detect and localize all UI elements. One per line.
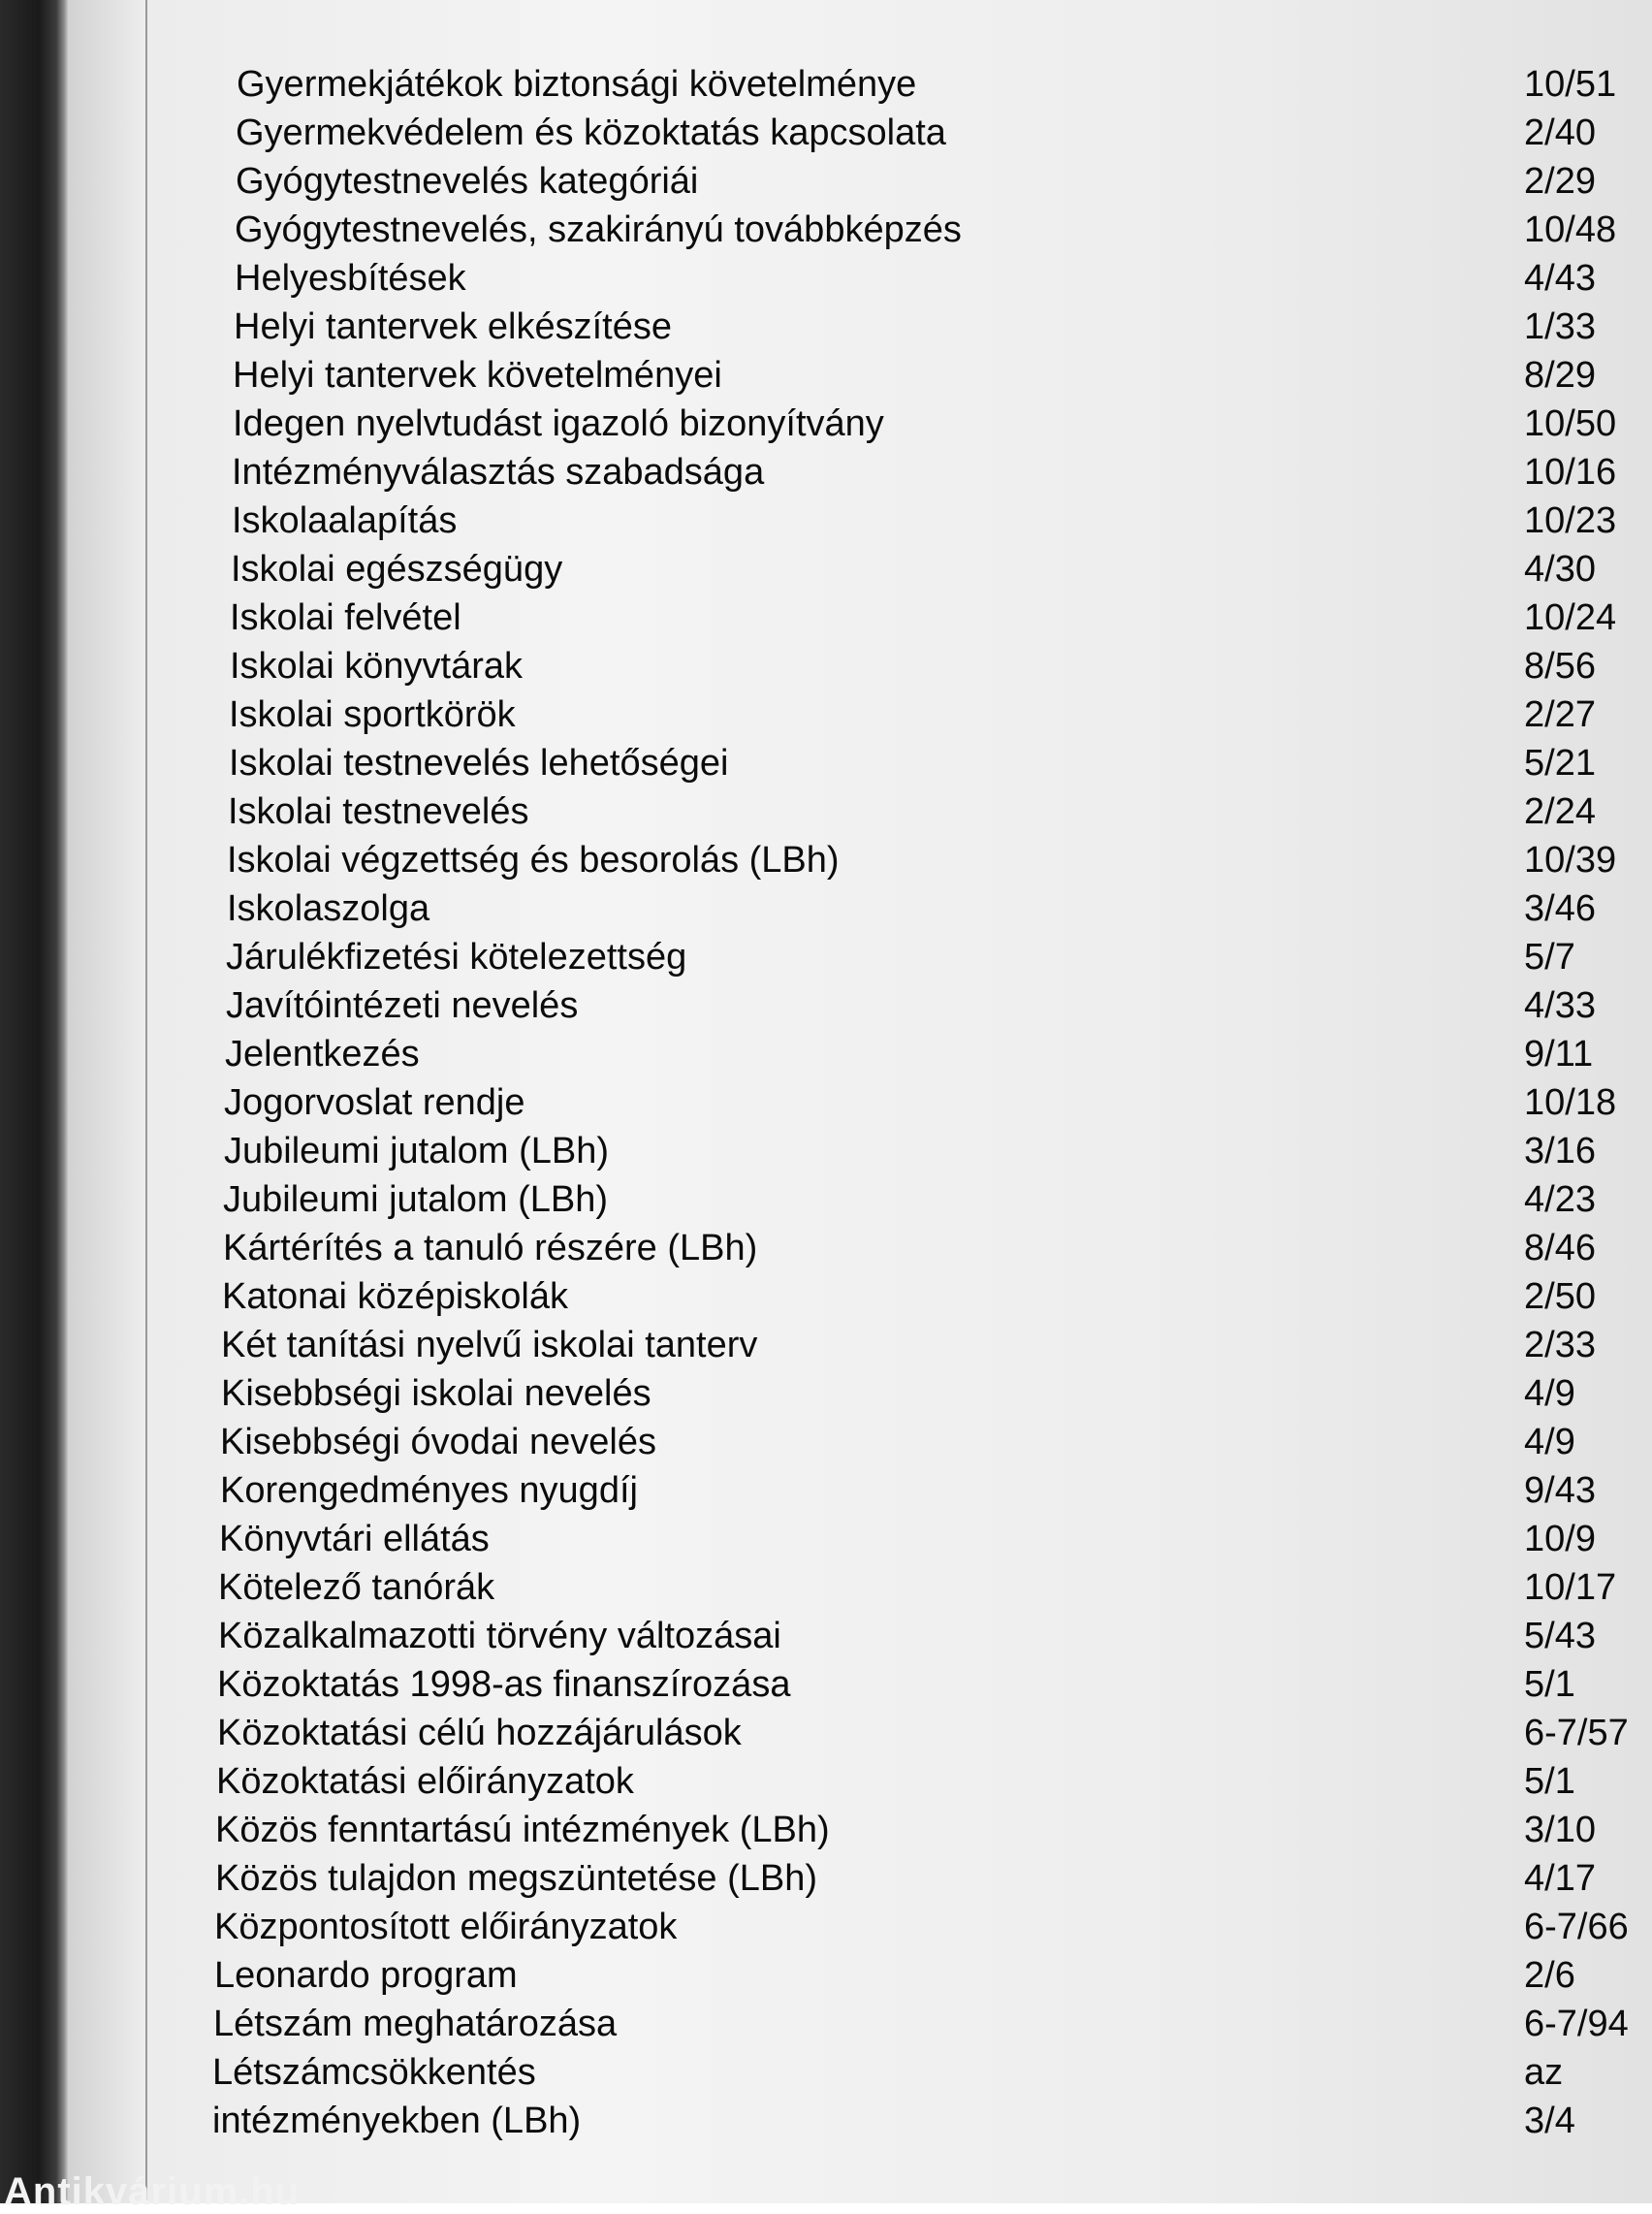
index-term: Leonardo program bbox=[214, 1955, 518, 1996]
index-page-ref: 5/43 bbox=[1524, 1616, 1596, 1656]
index-page-ref: 2/27 bbox=[1524, 694, 1596, 735]
index-page-ref: 10/17 bbox=[1524, 1567, 1617, 1608]
index-entry bbox=[0, 1030, 1652, 1078]
index-term: intézményekben (LBh) bbox=[212, 2101, 582, 2141]
index-page-ref: 6-7/57 bbox=[1524, 1713, 1629, 1753]
index-term: Közalkalmazotti törvény változásai bbox=[218, 1616, 781, 1656]
index-entry bbox=[0, 206, 1652, 254]
index-page-ref: 9/43 bbox=[1524, 1470, 1596, 1511]
index-page-ref: 2/33 bbox=[1524, 1325, 1596, 1365]
index-entry bbox=[0, 884, 1652, 933]
index-term: Idegen nyelvtudást igazoló bizonyítvány bbox=[233, 403, 884, 444]
index-entry bbox=[0, 594, 1652, 642]
index-term: Katonai középiskolák bbox=[222, 1276, 568, 1317]
index-entry bbox=[0, 60, 1652, 109]
index-term: Iskolaalapítás bbox=[232, 500, 458, 541]
index-page-ref: 4/9 bbox=[1524, 1422, 1575, 1462]
index-page-ref: 6-7/94 bbox=[1524, 2004, 1629, 2044]
index-entry bbox=[0, 1563, 1652, 1612]
index-page-ref: 10/24 bbox=[1524, 597, 1617, 638]
index-entry bbox=[0, 545, 1652, 594]
index-term: Közoktatás 1998-as finanszírozása bbox=[217, 1664, 791, 1705]
index-page-ref: 3/46 bbox=[1524, 888, 1596, 929]
index-term: Kötelező tanórák bbox=[218, 1567, 495, 1608]
index-page-ref: 4/43 bbox=[1524, 258, 1596, 299]
index-entry bbox=[0, 1175, 1652, 1224]
index-entry bbox=[0, 1127, 1652, 1175]
index-page-ref: 5/1 bbox=[1524, 1664, 1575, 1705]
index-entry bbox=[0, 1806, 1652, 1854]
index-entry bbox=[0, 1951, 1652, 2000]
index-entry bbox=[0, 642, 1652, 690]
index-entry bbox=[0, 1660, 1652, 1709]
index-page-ref: 8/56 bbox=[1524, 646, 1596, 687]
index-entry bbox=[0, 2097, 1652, 2145]
index-page-ref: 3/16 bbox=[1524, 1131, 1596, 1171]
index-page-ref: 2/40 bbox=[1524, 112, 1596, 153]
index-page-ref: 5/1 bbox=[1524, 1761, 1575, 1802]
index-term: Létszámcsökkentés bbox=[212, 2052, 536, 2093]
index-entry bbox=[0, 400, 1652, 448]
index-page-ref: 6-7/66 bbox=[1524, 1907, 1629, 1947]
index-term: Létszám meghatározása bbox=[213, 2004, 618, 2044]
index-page-ref: 4/23 bbox=[1524, 1179, 1596, 1220]
index-page-ref: az bbox=[1524, 2052, 1564, 2093]
index-term: Kártérítés a tanuló részére (LBh) bbox=[223, 1228, 758, 1268]
index-entry bbox=[0, 981, 1652, 1030]
index-page-ref: 2/24 bbox=[1524, 791, 1596, 832]
index-term: Helyi tantervek követelményei bbox=[233, 355, 722, 396]
index-entry bbox=[0, 2048, 1652, 2097]
index-entry bbox=[0, 1757, 1652, 1806]
index-term: Jelentkezés bbox=[225, 1034, 420, 1075]
subject-index bbox=[0, 60, 1652, 2145]
index-term: Helyi tantervek elkészítése bbox=[234, 306, 672, 347]
index-entry bbox=[0, 1709, 1652, 1757]
index-page-ref: 4/17 bbox=[1524, 1858, 1596, 1899]
index-term: Gyógytestnevelés kategóriái bbox=[236, 161, 699, 202]
index-term: Közös fenntartású intézmények (LBh) bbox=[215, 1810, 830, 1850]
index-entry bbox=[0, 1854, 1652, 1903]
index-term: Kisebbségi óvodai nevelés bbox=[220, 1422, 656, 1462]
index-page-ref: 5/21 bbox=[1524, 743, 1596, 784]
index-entry bbox=[0, 1224, 1652, 1272]
index-term: Jubileumi jutalom (LBh) bbox=[224, 1131, 610, 1171]
index-term: Intézményválasztás szabadsága bbox=[232, 452, 765, 493]
index-entry bbox=[0, 109, 1652, 157]
index-entry bbox=[0, 836, 1652, 884]
index-page-ref: 3/10 bbox=[1524, 1810, 1596, 1850]
index-term: Könyvtári ellátás bbox=[219, 1519, 490, 1559]
index-page-ref: 8/46 bbox=[1524, 1228, 1596, 1268]
index-entry bbox=[0, 1418, 1652, 1466]
index-term: Iskolai testnevelés lehetőségei bbox=[229, 743, 729, 784]
index-entry bbox=[0, 1515, 1652, 1563]
index-entry bbox=[0, 787, 1652, 836]
index-term: Iskolai sportkörök bbox=[229, 694, 516, 735]
index-term: Központosított előirányzatok bbox=[214, 1907, 678, 1947]
index-term: Iskolai egészségügy bbox=[231, 549, 563, 590]
index-term: Gyermekjátékok biztonsági követelménye bbox=[237, 64, 917, 105]
index-page-ref: 2/50 bbox=[1524, 1276, 1596, 1317]
index-term: Két tanítási nyelvű iskolai tanterv bbox=[221, 1325, 758, 1365]
index-page-ref: 8/29 bbox=[1524, 355, 1596, 396]
index-page-ref: 4/33 bbox=[1524, 985, 1596, 1026]
index-entry bbox=[0, 690, 1652, 739]
index-entry bbox=[0, 1369, 1652, 1418]
index-term: Jogorvoslat rendje bbox=[224, 1082, 525, 1123]
index-page-ref: 5/7 bbox=[1524, 937, 1575, 978]
index-entry bbox=[0, 1321, 1652, 1369]
index-page-ref: 10/23 bbox=[1524, 500, 1617, 541]
index-term: Iskolai testnevelés bbox=[228, 791, 529, 832]
index-term: Iskolai végzettség és besorolás (LBh) bbox=[227, 840, 840, 881]
index-page-ref: 10/16 bbox=[1524, 452, 1617, 493]
index-entry bbox=[0, 739, 1652, 787]
index-page-ref: 10/50 bbox=[1524, 403, 1617, 444]
index-entry bbox=[0, 1272, 1652, 1321]
index-page-ref: 10/48 bbox=[1524, 209, 1617, 250]
index-entry bbox=[0, 303, 1652, 351]
watermark: Antikvárium.hu bbox=[4, 2170, 301, 2213]
index-entry bbox=[0, 497, 1652, 545]
index-entry bbox=[0, 2000, 1652, 2048]
index-page-ref: 4/30 bbox=[1524, 549, 1596, 590]
index-entry bbox=[0, 448, 1652, 497]
index-term: Közös tulajdon megszüntetése (LBh) bbox=[215, 1858, 818, 1899]
index-term: Javítóintézeti nevelés bbox=[226, 985, 579, 1026]
index-term: Közoktatási előirányzatok bbox=[216, 1761, 634, 1802]
index-page-ref: 1/33 bbox=[1524, 306, 1596, 347]
index-term: Gyógytestnevelés, szakirányú továbbképzés bbox=[235, 209, 962, 250]
index-page-ref: 2/29 bbox=[1524, 161, 1596, 202]
index-entry bbox=[0, 933, 1652, 981]
index-page-ref: 3/4 bbox=[1524, 2101, 1575, 2141]
index-page-ref: 2/6 bbox=[1524, 1955, 1575, 1996]
index-term: Kisebbségi iskolai nevelés bbox=[221, 1373, 651, 1414]
index-page-ref: 10/39 bbox=[1524, 840, 1617, 881]
index-page-ref: 10/18 bbox=[1524, 1082, 1617, 1123]
index-term: Jubileumi jutalom (LBh) bbox=[223, 1179, 609, 1220]
index-entry bbox=[0, 1466, 1652, 1515]
index-entry bbox=[0, 254, 1652, 303]
index-term: Helyesbítések bbox=[235, 258, 466, 299]
index-entry bbox=[0, 351, 1652, 400]
index-entry bbox=[0, 1078, 1652, 1127]
index-entry bbox=[0, 1903, 1652, 1951]
index-page-ref: 9/11 bbox=[1524, 1034, 1594, 1075]
index-term: Iskolai felvétel bbox=[230, 597, 461, 638]
index-term: Korengedményes nyugdíj bbox=[220, 1470, 638, 1511]
index-term: Iskolai könyvtárak bbox=[230, 646, 524, 687]
index-page-ref: 4/9 bbox=[1524, 1373, 1575, 1414]
index-page-ref: 10/9 bbox=[1524, 1519, 1596, 1559]
index-term: Közoktatási célú hozzájárulások bbox=[217, 1713, 742, 1753]
index-entry bbox=[0, 157, 1652, 206]
index-page-ref: 10/51 bbox=[1524, 64, 1617, 105]
index-entry bbox=[0, 1612, 1652, 1660]
index-term: Iskolaszolga bbox=[227, 888, 430, 929]
index-term: Gyermekvédelem és közoktatás kapcsolata bbox=[236, 112, 946, 153]
index-term: Járulékfizetési kötelezettség bbox=[226, 937, 687, 978]
